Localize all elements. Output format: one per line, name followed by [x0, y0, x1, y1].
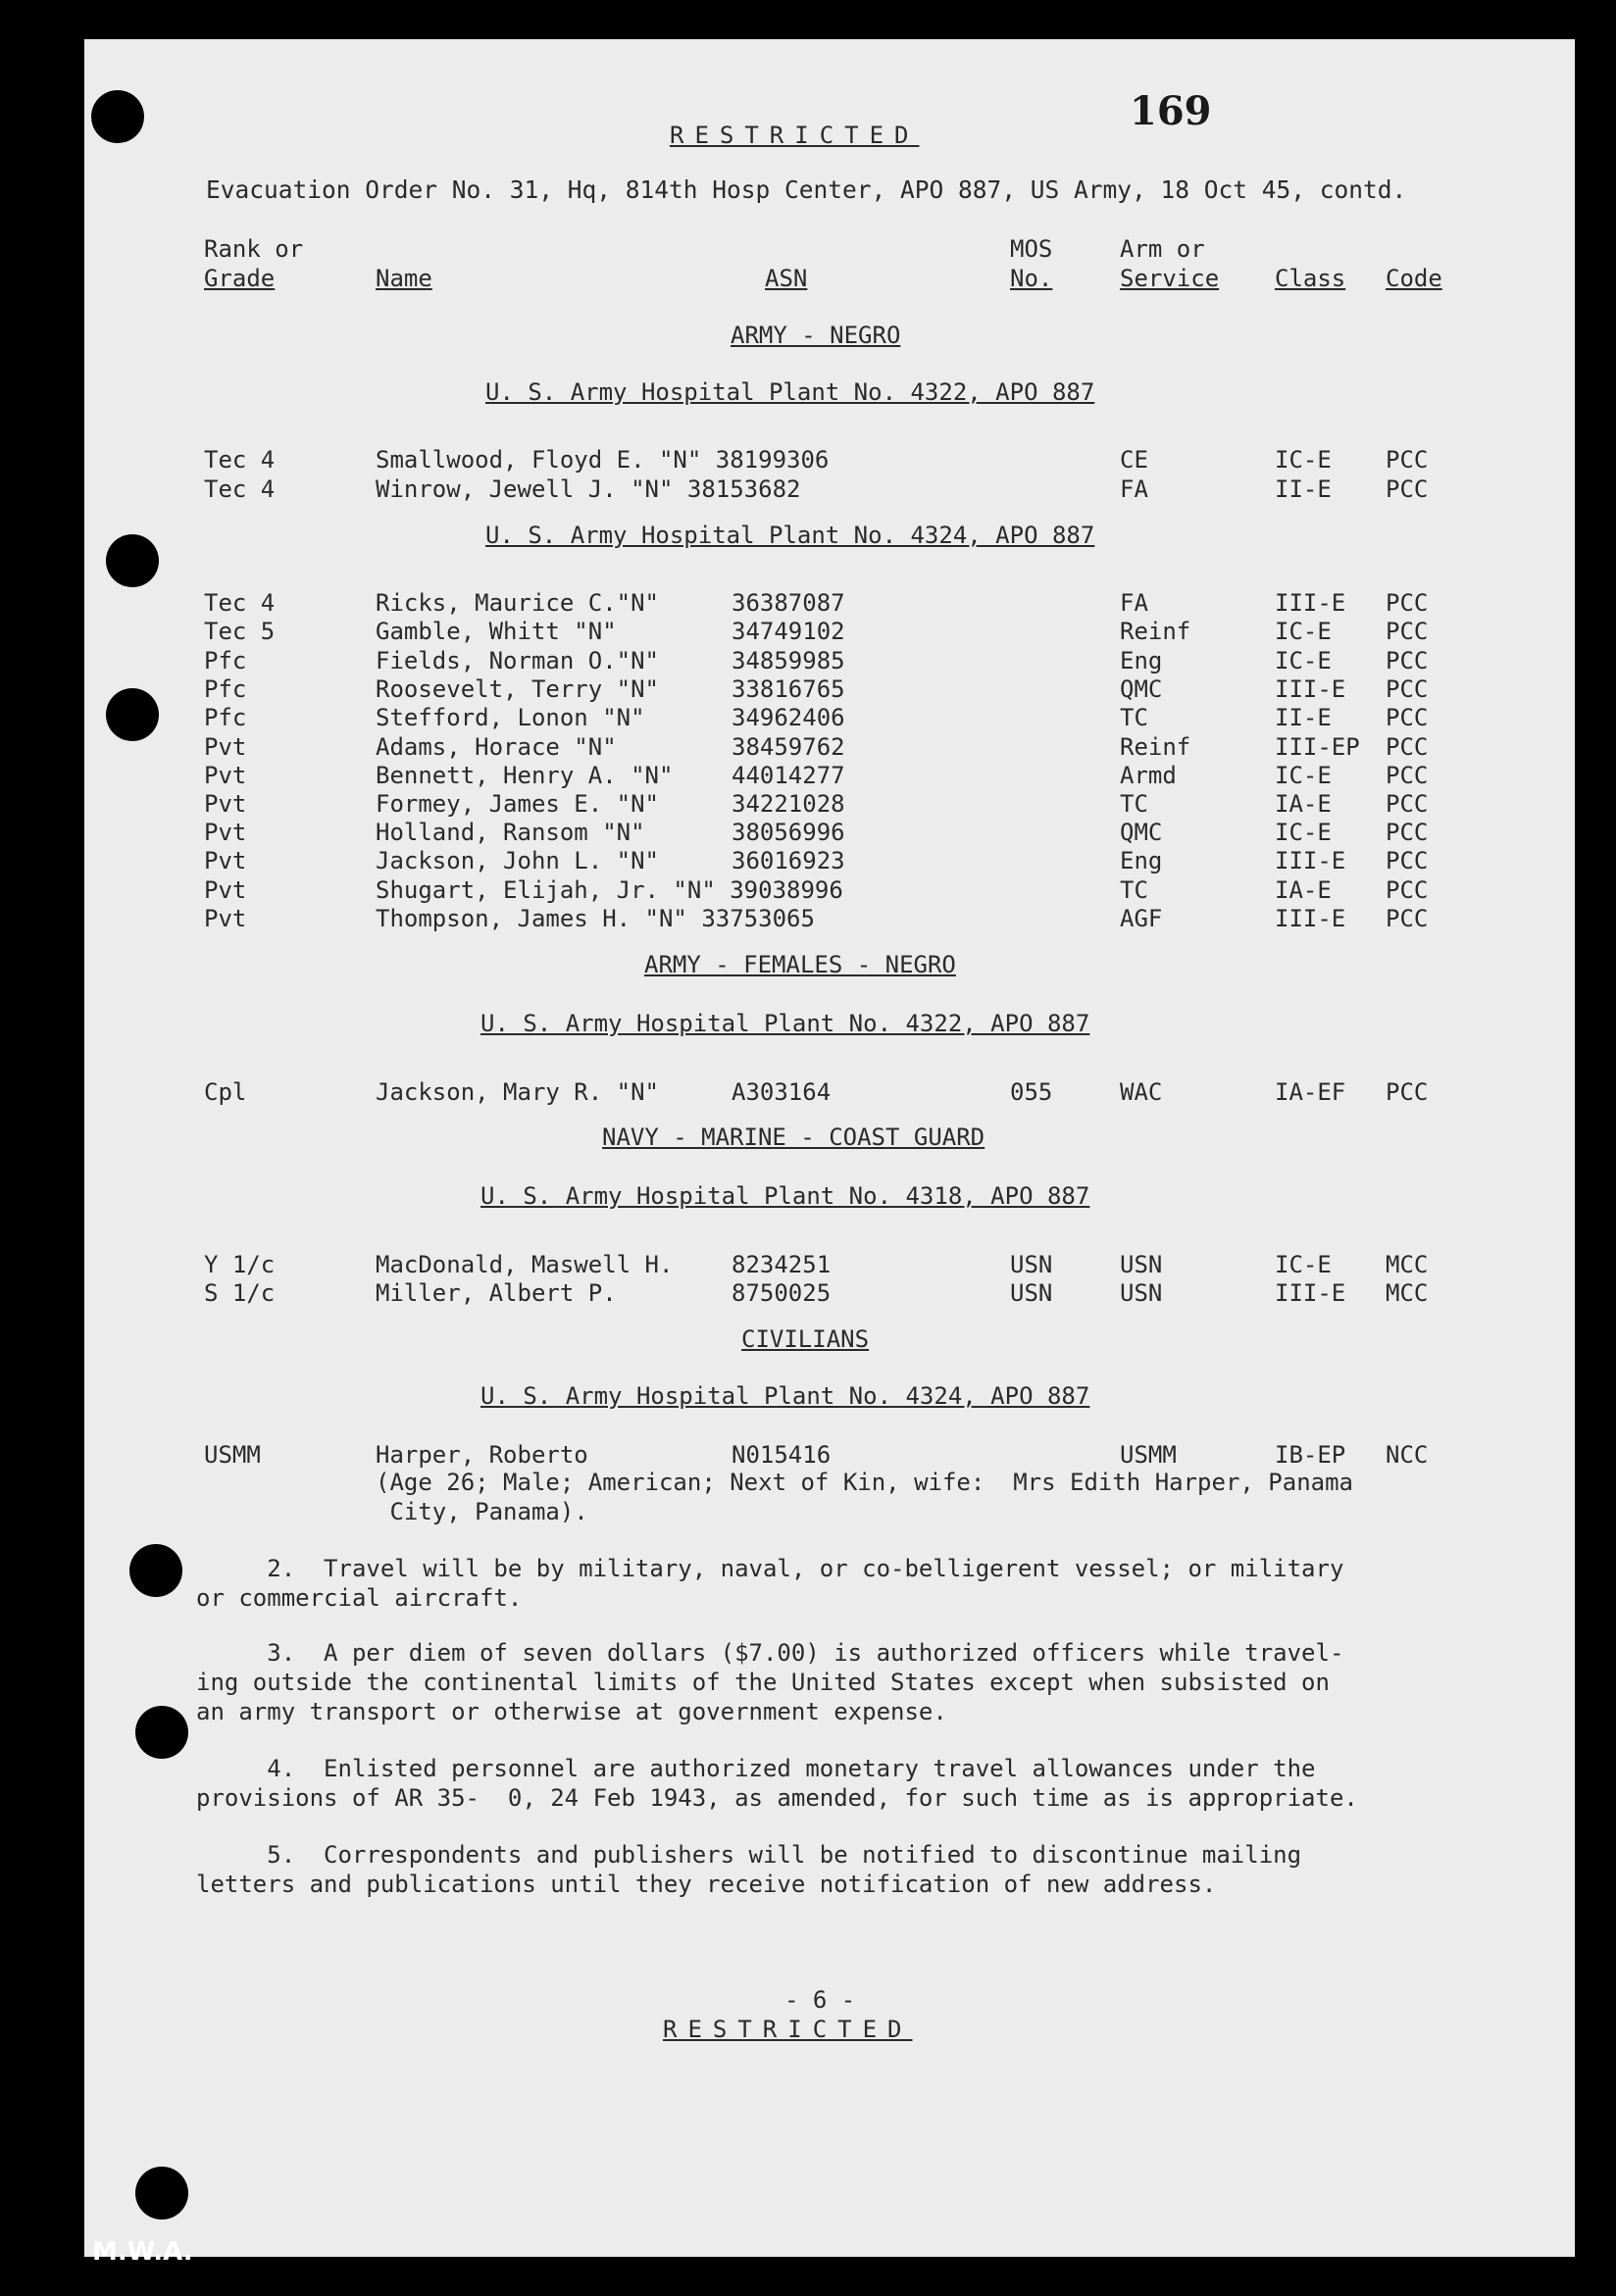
- arm-cell: CE: [1120, 446, 1148, 474]
- rank-cell: S 1/c: [204, 1279, 276, 1307]
- rank-cell: Pfc: [204, 704, 247, 731]
- rank-cell: Pvt: [204, 819, 247, 846]
- arm-cell: QMC: [1120, 675, 1163, 703]
- code-cell: PCC: [1386, 675, 1429, 703]
- arm-cell: FA: [1120, 475, 1148, 503]
- class-cell: IC-E: [1275, 647, 1332, 674]
- order-line: Evacuation Order No. 31, Hq, 814th Hosp Center, APO 887, US Army, 18 Oct 45, contd.: [206, 175, 1407, 204]
- name-cell: Jackson, Mary R. "N": [376, 1078, 659, 1106]
- asn-cell: 38459762: [732, 733, 845, 761]
- punch-hole: [135, 1706, 188, 1759]
- rank-cell: Pvt: [204, 905, 247, 932]
- arm-cell: TC: [1120, 876, 1148, 904]
- code-cell: PCC: [1386, 1078, 1429, 1106]
- mos-cell: USN: [1010, 1279, 1053, 1307]
- margin-scrawl: M.W.A.: [92, 2237, 193, 2267]
- code-cell: PCC: [1386, 762, 1429, 789]
- col-rank-line1: Rank or: [204, 235, 304, 263]
- name-cell: MacDonald, Maswell H.: [376, 1251, 674, 1278]
- punch-hole: [91, 90, 144, 143]
- section-title: ARMY - FEMALES - NEGRO: [644, 951, 956, 978]
- code-cell: MCC: [1386, 1251, 1429, 1278]
- paragraph-3: an army transport or otherwise at government expense.: [196, 1698, 947, 1725]
- asn-cell: 36387087: [732, 589, 845, 617]
- paragraph-4: provisions of AR 35- 0, 24 Feb 1943, as amended, for such time as is appropriate.: [196, 1784, 1358, 1812]
- punch-hole: [106, 534, 159, 587]
- section-plant: U. S. Army Hospital Plant No. 4322, APO 887: [485, 378, 1095, 406]
- section-title: NAVY - MARINE - COAST GUARD: [602, 1123, 985, 1151]
- paragraph-3: ing outside the continental limits of the United States except when subsisted on: [196, 1669, 1330, 1696]
- name-cell: Thompson, James H. "N" 33753065: [376, 905, 815, 932]
- asn-cell: 38056996: [732, 819, 845, 846]
- class-cell: II-E: [1275, 704, 1332, 731]
- col-rank-line2: Grade: [204, 265, 276, 292]
- rank-cell: Pfc: [204, 647, 247, 674]
- footer-page-number: - 6 -: [784, 1986, 856, 2014]
- paragraph-3: 3. A per diem of seven dollars ($7.00) is authorized officers while travel-: [196, 1639, 1344, 1667]
- paragraph-2: 2. Travel will be by military, naval, or co-belligerent vessel; or military: [196, 1555, 1344, 1582]
- col-mos-line2: No.: [1010, 265, 1053, 292]
- section-title: ARMY - NEGRO: [731, 322, 901, 349]
- code-cell: PCC: [1386, 704, 1429, 731]
- restricted-header: RESTRICTED: [670, 122, 920, 149]
- asn-cell: 34962406: [732, 704, 845, 731]
- arm-cell: Eng: [1120, 847, 1163, 874]
- class-cell: IB-EP: [1275, 1441, 1346, 1469]
- class-cell: IA-E: [1275, 876, 1332, 904]
- name-cell: Ricks, Maurice C."N": [376, 589, 659, 617]
- asn-cell: A303164: [732, 1078, 832, 1106]
- section-plant: U. S. Army Hospital Plant No. 4322, APO 887: [480, 1010, 1090, 1037]
- rank-cell: Tec 4: [204, 589, 276, 617]
- class-cell: IC-E: [1275, 819, 1332, 846]
- code-cell: PCC: [1386, 475, 1429, 503]
- rank-cell: Tec 5: [204, 618, 276, 645]
- rank-cell: Pvt: [204, 733, 247, 761]
- code-cell: PCC: [1386, 589, 1429, 617]
- asn-cell: 34859985: [732, 647, 845, 674]
- asn-cell: 44014277: [732, 762, 845, 789]
- code-cell: NCC: [1386, 1441, 1429, 1469]
- code-cell: PCC: [1386, 790, 1429, 818]
- class-cell: III-EP: [1275, 733, 1360, 761]
- code-cell: PCC: [1386, 733, 1429, 761]
- restricted-footer: RESTRICTED: [663, 2016, 913, 2043]
- class-cell: IC-E: [1275, 762, 1332, 789]
- class-cell: IA-EF: [1275, 1078, 1346, 1106]
- arm-cell: Eng: [1120, 647, 1163, 674]
- class-cell: III-E: [1275, 675, 1346, 703]
- code-cell: PCC: [1386, 819, 1429, 846]
- col-arm-line2: Service: [1120, 265, 1220, 292]
- asn-cell: N015416: [732, 1441, 832, 1469]
- paragraph-2: or commercial aircraft.: [196, 1584, 523, 1612]
- arm-cell: WAC: [1120, 1078, 1163, 1106]
- rank-cell: Pfc: [204, 675, 247, 703]
- code-cell: PCC: [1386, 905, 1429, 932]
- class-cell: III-E: [1275, 847, 1346, 874]
- rank-cell: Pvt: [204, 762, 247, 789]
- paragraph-4: 4. Enlisted personnel are authorized monetary travel allowances under the: [196, 1755, 1316, 1782]
- class-cell: IC-E: [1275, 446, 1332, 474]
- arm-cell: FA: [1120, 589, 1148, 617]
- rank-cell: Pvt: [204, 876, 247, 904]
- col-asn: ASN: [765, 265, 808, 292]
- class-cell: IC-E: [1275, 1251, 1332, 1278]
- arm-cell: USN: [1120, 1279, 1163, 1307]
- name-cell: Jackson, John L. "N": [376, 847, 659, 874]
- class-cell: III-E: [1275, 1279, 1346, 1307]
- code-cell: PCC: [1386, 618, 1429, 645]
- punch-hole: [129, 1544, 182, 1597]
- asn-cell: 36016923: [732, 847, 845, 874]
- name-cell: Bennett, Henry A. "N": [376, 762, 674, 789]
- name-cell: Miller, Albert P.: [376, 1279, 617, 1307]
- civilian-note: (Age 26; Male; American; Next of Kin, wife: Mrs Edith Harper, Panama: [376, 1469, 1353, 1496]
- section-plant: U. S. Army Hospital Plant No. 4324, APO 887: [485, 522, 1095, 549]
- code-cell: PCC: [1386, 847, 1429, 874]
- paragraph-5: letters and publications until they receive notification of new address.: [196, 1871, 1217, 1898]
- asn-cell: 33816765: [732, 675, 845, 703]
- section-plant: U. S. Army Hospital Plant No. 4324, APO 887: [480, 1382, 1090, 1410]
- section-plant: U. S. Army Hospital Plant No. 4318, APO 887: [480, 1182, 1090, 1210]
- code-cell: PCC: [1386, 876, 1429, 904]
- asn-cell: 8234251: [732, 1251, 832, 1278]
- name-cell: Harper, Roberto: [376, 1441, 588, 1469]
- asn-cell: 8750025: [732, 1279, 832, 1307]
- col-code: Code: [1386, 265, 1442, 292]
- arm-cell: QMC: [1120, 819, 1163, 846]
- punch-hole: [106, 688, 159, 741]
- col-class: Class: [1275, 265, 1346, 292]
- rank-cell: Y 1/c: [204, 1251, 276, 1278]
- asn-cell: 34221028: [732, 790, 845, 818]
- section-title: CIVILIANS: [741, 1325, 870, 1353]
- name-cell: Formey, James E. "N": [376, 790, 659, 818]
- class-cell: IA-E: [1275, 790, 1332, 818]
- code-cell: PCC: [1386, 647, 1429, 674]
- code-cell: MCC: [1386, 1279, 1429, 1307]
- class-cell: IC-E: [1275, 618, 1332, 645]
- page-number: 169: [1130, 88, 1212, 134]
- name-cell: Adams, Horace "N": [376, 733, 617, 761]
- rank-cell: USMM: [204, 1441, 261, 1469]
- name-cell: Gamble, Whitt "N": [376, 618, 617, 645]
- arm-cell: USN: [1120, 1251, 1163, 1278]
- arm-cell: TC: [1120, 704, 1148, 731]
- class-cell: III-E: [1275, 905, 1346, 932]
- name-cell: Roosevelt, Terry "N": [376, 675, 659, 703]
- paragraph-5: 5. Correspondents and publishers will be notified to discontinue mailing: [196, 1841, 1302, 1869]
- arm-cell: Reinf: [1120, 733, 1191, 761]
- arm-cell: TC: [1120, 790, 1148, 818]
- mos-cell: 055: [1010, 1078, 1053, 1106]
- punch-hole: [135, 2167, 188, 2220]
- name-cell: Winrow, Jewell J. "N" 38153682: [376, 475, 801, 503]
- name-cell: Stefford, Lonon "N": [376, 704, 645, 731]
- name-cell: Fields, Norman O."N": [376, 647, 659, 674]
- class-cell: II-E: [1275, 475, 1332, 503]
- asn-cell: 34749102: [732, 618, 845, 645]
- arm-cell: Reinf: [1120, 618, 1191, 645]
- col-arm-line1: Arm or: [1120, 235, 1205, 263]
- arm-cell: Armd: [1120, 762, 1177, 789]
- name-cell: Shugart, Elijah, Jr. "N" 39038996: [376, 876, 843, 904]
- class-cell: III-E: [1275, 589, 1346, 617]
- arm-cell: USMM: [1120, 1441, 1177, 1469]
- rank-cell: Tec 4: [204, 446, 276, 474]
- rank-cell: Tec 4: [204, 475, 276, 503]
- rank-cell: Pvt: [204, 847, 247, 874]
- name-cell: Holland, Ransom "N": [376, 819, 645, 846]
- rank-cell: Pvt: [204, 790, 247, 818]
- col-name: Name: [376, 265, 432, 292]
- code-cell: PCC: [1386, 446, 1429, 474]
- arm-cell: AGF: [1120, 905, 1163, 932]
- civilian-note: City, Panama).: [376, 1498, 588, 1525]
- col-mos-line1: MOS: [1010, 235, 1053, 263]
- mos-cell: USN: [1010, 1251, 1053, 1278]
- name-cell: Smallwood, Floyd E. "N" 38199306: [376, 446, 830, 474]
- rank-cell: Cpl: [204, 1078, 247, 1106]
